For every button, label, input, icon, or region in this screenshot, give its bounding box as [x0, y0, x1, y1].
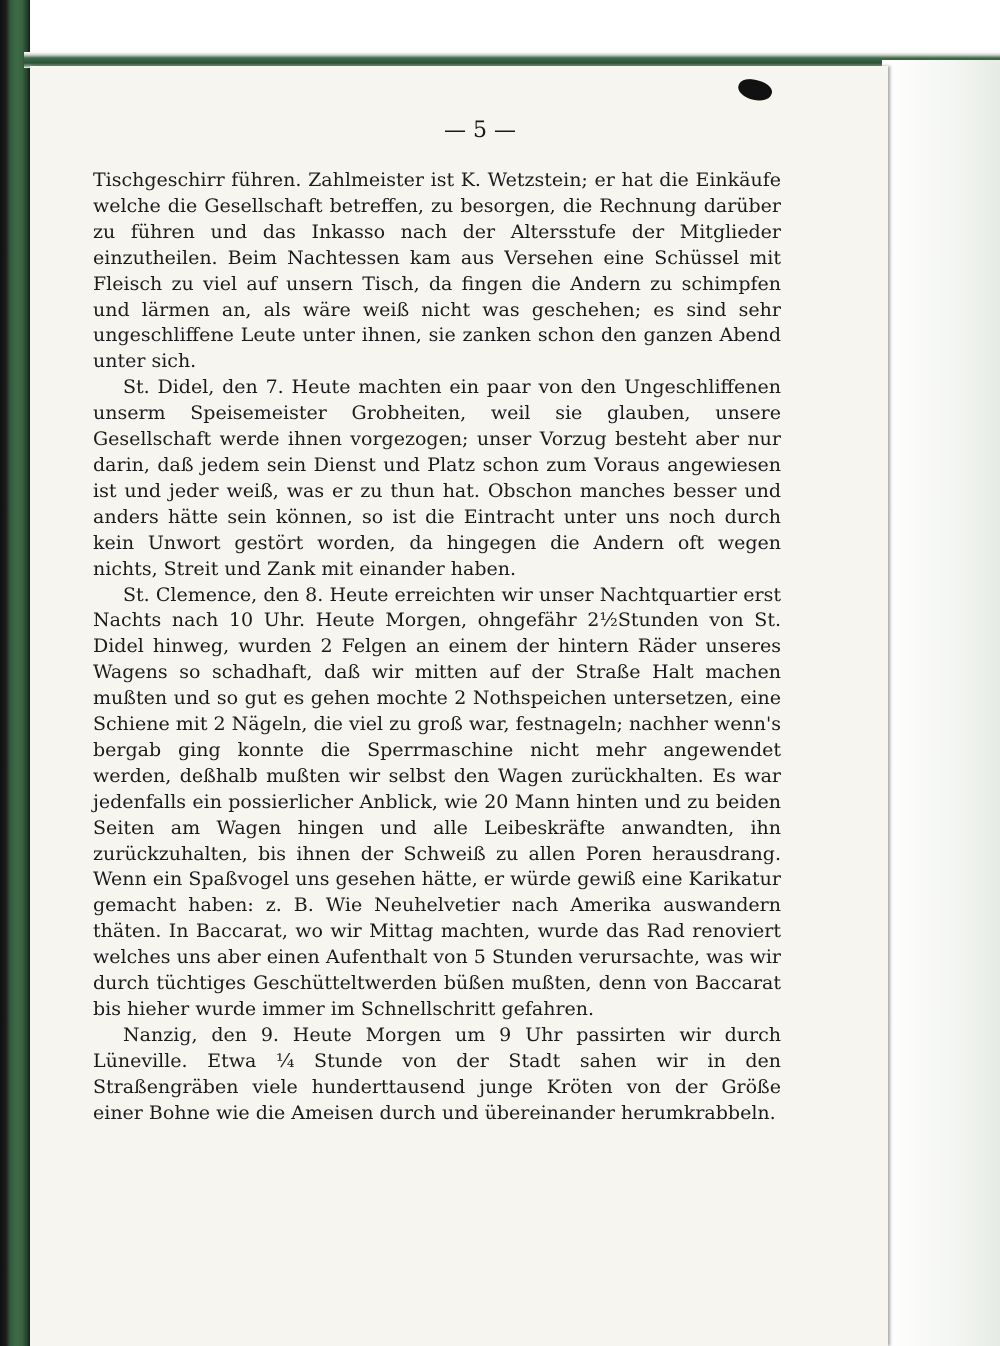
paragraph: Tischgeschirr führen. Zahlmeister ist K. Wetzstein; er hat die Einkäufe welche die Gesellschaft betreffen, zu besorgen, die Rechnung darüber zu führen und das Inkasso nach der Altersstufe der Mitglieder einzutheilen. Beim Nachtessen kam aus Versehen eine Schüssel mit Fleisch zu viel auf unsern Tisch, da fingen die Andern zu schimpfen und lärmen an, als wäre weiß nicht was geschehen; es sind sehr ungeschliffene Leute unter ihnen, sie zanken schon den ganzen Abend unter sich.	[93, 169, 781, 373]
paragraph: Nanzig, den 9. Heute Morgen um 9 Uhr passirten wir durch Lüneville. Etwa ¼ Stunde von der Stadt sahen wir in den Straßengräben viele hunderttausend junge Kröten von der Größe einer Bohne wie die Ameisen durch und übereinander herumkrabbeln.	[93, 1023, 781, 1124]
paragraph: St. Clemence, den 8. Heute erreichten wir unser Nachtquartier erst Nachts nach 10 Uhr. Heute Morgen, ohngefähr 2½Stunden von St. Didel hinweg, wurden 2 Felgen an einem der hintern Räder unseres Wagens so schadhaft, daß wir mitten auf der Straße Halt machen mußten und so gut es gehen mochte 2 Nothspeichen untersetzen, eine Schiene mit 2 Nägeln, die viel zu groß war, festnageln; nachher wenn's bergab ging konnte die Sperrmaschine nicht mehr angewendet werden, deßhalb mußten wir selbst den Wagen zurückhalten. Es war jedenfalls ein possierlicher Anblick, wie 20 Mann hinten und zu beiden Seiten am Wagen hingen und alle Leibeskräfte anwandten, ihn zurückzuhalten, bis ihnen der Schweiß zu allen Poren herausdrang. Wenn ein Spaßvogel uns gesehen hätte, er würde gewiß eine Karikatur gemacht haben: z. B. Wie Neuhelvetier nach Amerika auswandern thäten. In Baccarat, wo wir Mittag machten, wurde das Rad renoviert welches uns aber einen Aufenthalt von 5 Stunden verursachte, was wir durch tüchtiges Geschütteltwerden büßen mußten, denn von Baccarat bis hieher wurde immer im Schnellschritt gefahren.	[93, 583, 781, 1020]
paragraph: St. Didel, den 7. Heute machten ein paar von den Ungeschliffenen unserm Speisemeister Grobheiten, weil sie glauben, unsere Gesellschaft werde ihnen vorgezogen; unser Vorzug besteht aber nur darin, daß jedem sein Dienst und Platz schon zum Voraus angewiesen ist und jeder weiß, was er zu thun hat. Obschon manches besser und anders hätte sein können, so ist die Eintracht unter uns noch durch kein Unwort gestört worden, da hingegen die Andern oft wegen nichts, Streit und Zank mit einander haben.	[93, 376, 781, 580]
book-spine	[0, 0, 30, 1346]
page-number: — 5 —	[444, 118, 516, 143]
cover-right-edge	[882, 60, 1000, 1346]
body-text	[93, 168, 781, 1127]
